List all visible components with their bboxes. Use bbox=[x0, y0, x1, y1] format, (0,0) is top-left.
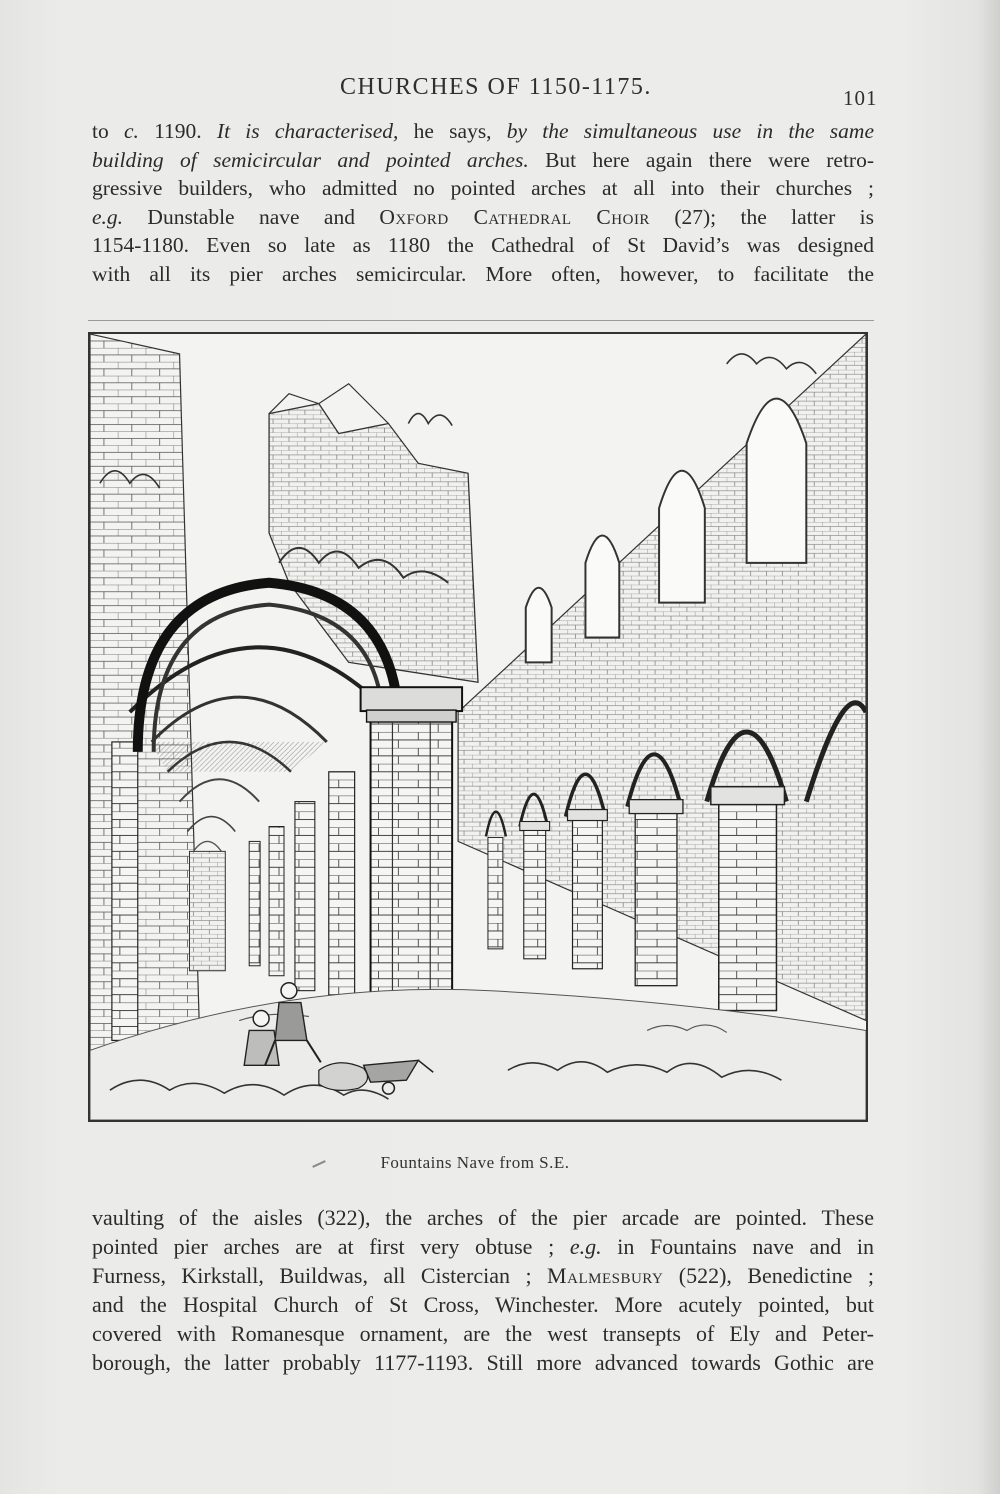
text-line: vaulting of the aisles (322), the arches of the pier arcade are pointed. These bbox=[92, 1205, 874, 1230]
running-head: CHURCHES OF 1150-1175. bbox=[340, 74, 652, 100]
text-line: covered with Romanesque ornament, are the west transepts of Ely and Peter- bbox=[92, 1321, 874, 1346]
text-run: pointed pier arches are at first very obtuse ; bbox=[92, 1234, 570, 1259]
italic-run: building of semicircular and pointed arches. bbox=[92, 147, 529, 172]
text-run: (27); the latter is bbox=[649, 204, 874, 229]
text-line bbox=[92, 1232, 874, 1261]
italic-run: It is characterised, bbox=[216, 119, 399, 143]
text-line bbox=[92, 117, 874, 146]
engraving-drawing bbox=[90, 334, 866, 1120]
text-run: 1190. bbox=[138, 119, 217, 143]
text-line: 1154-1180. Even so late as 1180 the Cathedral of St David’s was designed bbox=[92, 233, 874, 257]
bottom-paragraph bbox=[92, 1203, 874, 1377]
top-paragraph bbox=[92, 117, 874, 288]
text-run: Dunstable nave and bbox=[123, 204, 380, 229]
small-caps-run: Malmesbury bbox=[547, 1263, 664, 1288]
italic-run: by the simultaneous use in the same bbox=[506, 119, 874, 143]
text-run: But here again there were retro- bbox=[528, 147, 874, 172]
page-number: 101 bbox=[843, 86, 878, 110]
figure-top-rule bbox=[88, 320, 874, 321]
figure-caption: Fountains Nave from S.E. bbox=[380, 1153, 570, 1172]
text-line: with all its pier arches semicircular. More often, however, to facilitate the bbox=[92, 261, 874, 286]
text-line bbox=[92, 203, 874, 232]
text-run: (522), Benedictine ; bbox=[663, 1263, 874, 1288]
text-run: to bbox=[92, 119, 124, 143]
text-line bbox=[92, 1261, 874, 1290]
italic-run: c. bbox=[123, 119, 139, 143]
text-run: in Fountains nave and in bbox=[601, 1234, 875, 1259]
gutter-shadow bbox=[978, 0, 1000, 1494]
text-line: and the Hospital Church of St Cross, Winchester. More acutely pointed, but bbox=[92, 1292, 874, 1317]
text-run: he says, bbox=[398, 119, 507, 143]
text-run: Furness, Kirkstall, Buildwas, all Cistercian ; bbox=[92, 1263, 548, 1288]
small-caps-run: Oxford Cathedral Choir bbox=[379, 204, 650, 229]
italic-run: e.g. bbox=[92, 204, 124, 229]
text-line bbox=[92, 146, 874, 175]
fountains-nave-illustration bbox=[88, 332, 868, 1122]
italic-run: e.g. bbox=[569, 1234, 602, 1259]
text-line: borough, the latter probably 1177-1193. Still more advanced towards Gothic are bbox=[92, 1350, 874, 1375]
text-line: gressive builders, who admitted no pointed arches at all into their churches ; bbox=[92, 176, 874, 200]
